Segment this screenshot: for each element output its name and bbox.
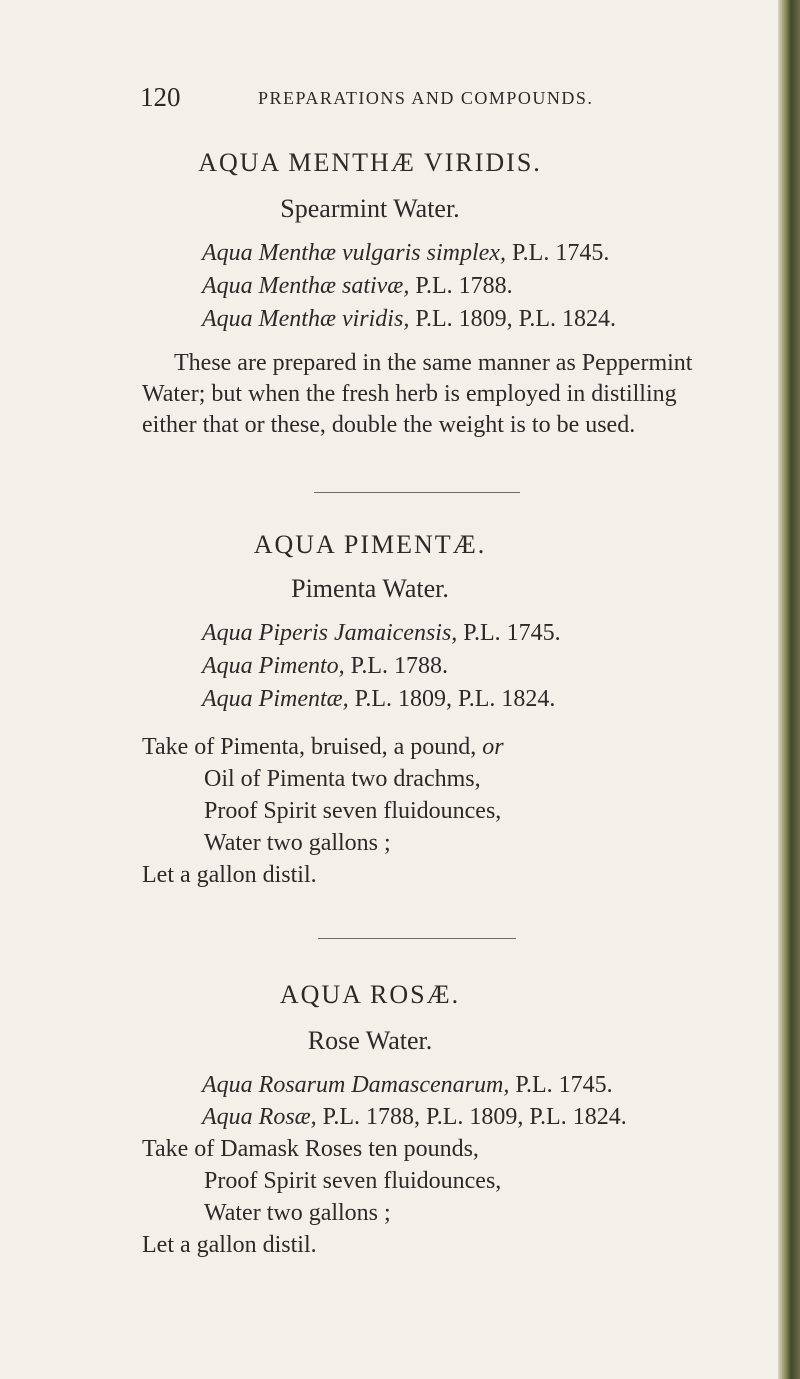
synonym-line <box>202 240 609 267</box>
synonym-line <box>202 1072 613 1099</box>
synonym-ref: P.L. 1809, P.L. 1824. <box>415 306 617 332</box>
recipe-final: Let a gallon distil. <box>142 1232 317 1258</box>
recipe-ingredient: Water two gallons ; <box>204 830 391 856</box>
recipe-ingredient: Water two gallons ; <box>204 1200 391 1226</box>
section-subtitle-mentha: Spearmint Water. <box>280 194 460 223</box>
synonym-name: Aqua Rosæ, <box>202 1104 317 1130</box>
page-number: 120 <box>140 82 181 112</box>
recipe-final: Let a gallon distil. <box>142 862 317 888</box>
recipe-take: Take of Damask Roses ten pounds, <box>142 1136 479 1162</box>
synonym-line <box>202 1104 627 1131</box>
synonym-ref: P.L. 1745. <box>511 240 610 266</box>
section-title-pimenta: AQUA PIMENTÆ. <box>253 530 487 559</box>
synonym-line <box>202 686 555 713</box>
paragraph-line: These are prepared in the same manner as Peppermint <box>174 350 693 376</box>
recipe-ingredient: Proof Spirit seven fluidounces, <box>204 798 502 824</box>
section-divider <box>314 492 520 493</box>
synonym-line <box>202 306 616 333</box>
section-title-rosa: AQUA ROSÆ. <box>279 980 461 1009</box>
synonym-ref: P.L. 1809, P.L. 1824. <box>354 686 556 712</box>
section-divider <box>318 938 516 939</box>
synonym-line <box>202 620 561 647</box>
synonym-ref: P.L. 1745. <box>463 620 561 646</box>
synonym-ref: P.L. 1788. <box>415 273 513 299</box>
synonym-name: Aqua Menthæ vulgaris simplex, <box>202 240 506 266</box>
synonym-ref: P.L. 1788, P.L. 1809, P.L. 1824. <box>322 1104 627 1130</box>
synonym-ref: P.L. 1788. <box>350 653 448 679</box>
recipe-ingredient: Proof Spirit seven fluidounces, <box>204 1168 502 1194</box>
synonym-name: Aqua Pimentæ, <box>202 686 349 712</box>
recipe-take-line <box>142 734 504 761</box>
page-binding-edge <box>778 0 800 1379</box>
synonym-ref: P.L. 1745. <box>515 1072 613 1098</box>
synonym-name: Aqua Menthæ viridis, <box>202 306 410 332</box>
synonym-line <box>202 273 513 300</box>
recipe-ingredient: Oil of Pimenta two drachms, <box>204 766 481 792</box>
section-subtitle-pimenta: Pimenta Water. <box>291 574 449 603</box>
section-subtitle-rosa: Rose Water. <box>307 1026 433 1055</box>
synonym-name: Aqua Menthæ sativæ, <box>202 273 410 299</box>
synonym-name: Aqua Pimento, <box>202 653 345 679</box>
section-title-mentha: AQUA MENTHÆ VIRIDIS. <box>198 148 542 177</box>
recipe-or: or <box>482 734 504 760</box>
paragraph-line: either that or these, double the weight is to be used. <box>142 412 636 438</box>
synonym-line <box>202 653 448 680</box>
synonym-name: Aqua Rosarum Damascenarum, <box>202 1072 510 1098</box>
running-head: PREPARATIONS AND COMPOUNDS. <box>258 88 594 108</box>
recipe-take: Take of Pimenta, bruised, a pound, <box>142 734 477 760</box>
synonym-name: Aqua Piperis Jamaicensis, <box>202 620 458 646</box>
paragraph-line: Water; but when the fresh herb is employed in distilling <box>142 381 677 407</box>
